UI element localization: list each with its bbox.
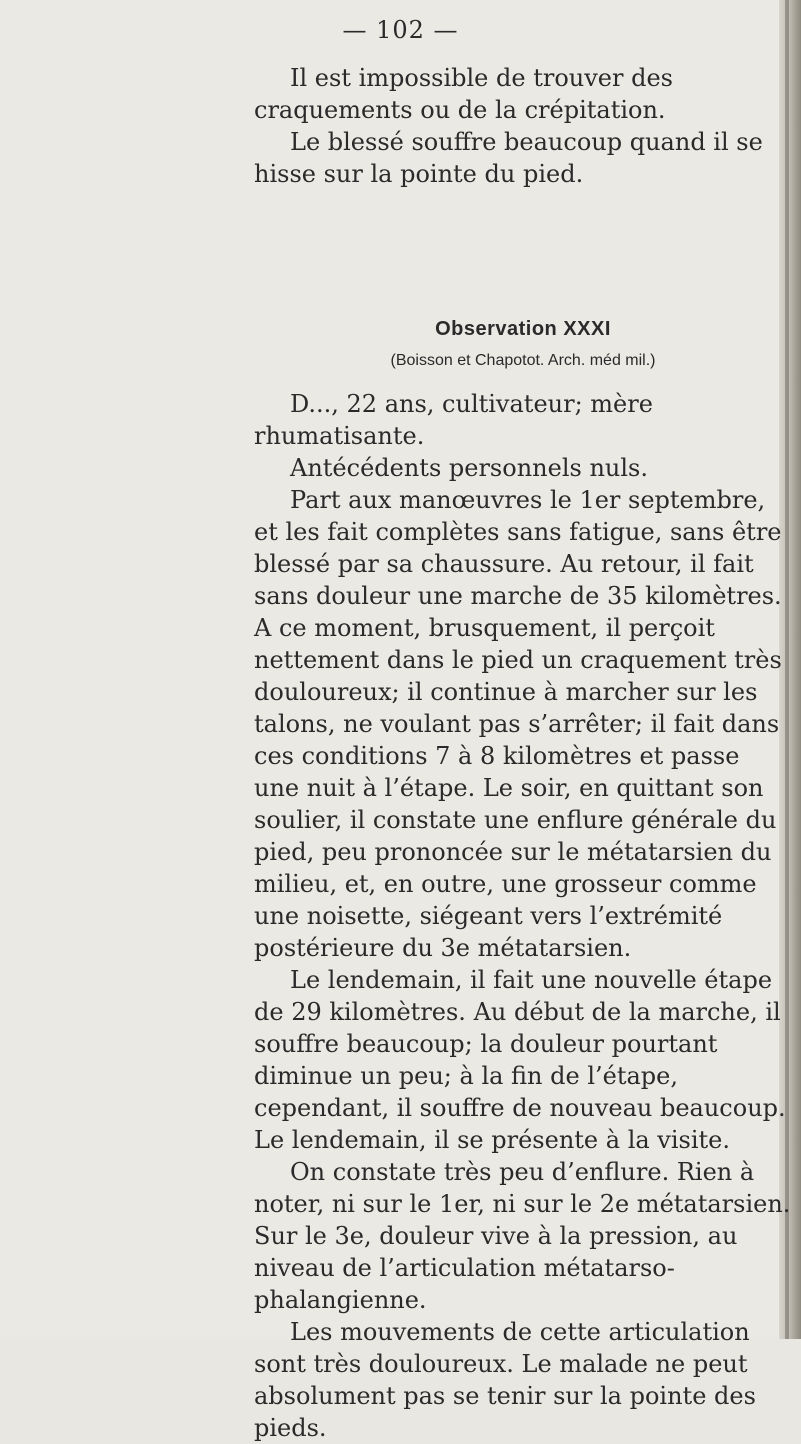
page-number: — 102 — <box>342 16 459 44</box>
intro-paragraph-2: Le blessé souffre beaucoup quand il se hisse sur la pointe du pied. <box>254 128 763 188</box>
intro-text <box>254 62 792 190</box>
observation-title: Observation XXXI <box>435 318 611 340</box>
body-paragraph-3: Part aux manœuvres le 1er septembre, et les fait complètes sans fatigue, sans être blessé par sa chaussure. Au retour, il fait sans douleur une marche de 35 kilomètres. A ce moment, brusquement, il perçoit nettement dans le pied un craquement très douloureux; il continue à marcher sur les talons, ne voulant pas s’arrêter; il fait dans ces conditions 7 à 8 kilomètres et passe une nuit à l’étape. Le soir, en quittant son soulier, il constate une enflure générale du pied, peu prononcée sur le métatarsien du milieu, et, en outre, une grosseur comme une noisette, siégeant vers l’extrémité postérieure du 3e métatarsien. <box>254 486 782 962</box>
body-paragraph-1: D..., 22 ans, cultivateur; mère rhumatisante. <box>254 390 653 450</box>
body-paragraph-5: On constate très peu d’enflure. Rien à noter, ni sur le 1er, ni sur le 2e métatarsien. Sur le 3e, douleur vive à la pression, au niveau de l’articulation métatarso-phalangienne. <box>254 1158 791 1314</box>
observation-body <box>254 388 792 1444</box>
intro-paragraph-1: Il est impossible de trouver des craquements ou de la crépitation. <box>254 64 673 124</box>
body-paragraph-4: Le lendemain, il fait une nouvelle étape de 29 kilomètres. Au début de la marche, il souffre beaucoup; la douleur pourtant diminue un peu; à la fin de l’étape, cependant, il souffre de nouveau beaucoup. Le lendemain, il se présente à la visite. <box>254 966 786 1154</box>
body-paragraph-2: Antécédents personnels nuls. <box>290 454 648 482</box>
observation-source: (Boisson et Chapotot. Arch. méd mil.) <box>390 352 656 369</box>
body-paragraph-6: Les mouvements de cette articulation sont très douloureux. Le malade ne peut absolument pas se tenir sur la pointe des pieds. <box>254 1318 756 1442</box>
